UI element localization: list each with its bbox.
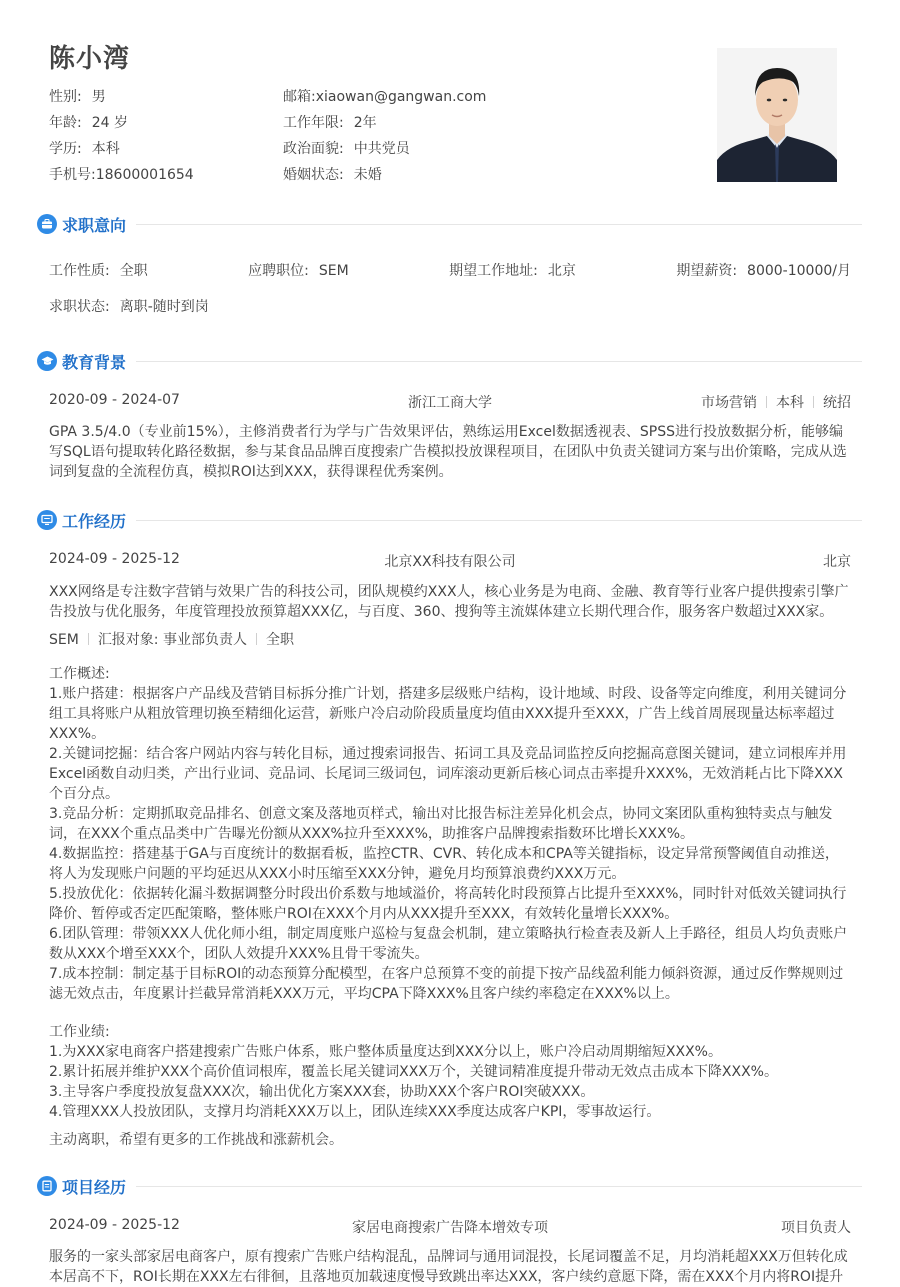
project-description: 服务的一家头部家居电商客户，原有搜索广告账户结构混乱，品牌词与通用词混投，长尾词覆盖不足，月均消耗超XXX万但转化成本居高不下，ROI长期在XXX左右徘徊，且落地页加载速度慢导致跳出率达XXX，客户续约意愿下降，需在XXX个月内将ROI提升 [49, 1249, 848, 1285]
work-achievement-title: 工作业绩: [49, 1024, 110, 1040]
project-name: 家居电商搜索广告降本增效专项 [352, 1220, 548, 1236]
monitor-icon [37, 510, 57, 530]
education-enrollment: 统招 [823, 395, 851, 411]
work-achievement-item: 1.为XXX家电商客户搭建搜索广告账户体系，账户整体质量度达到XXX分以上，账户冷启动周期缩短XXX%。 [49, 1044, 722, 1060]
intent-item-salary [676, 260, 851, 280]
work-tags [49, 629, 294, 649]
section-divider [136, 520, 862, 521]
info-value: 2年 [353, 115, 377, 131]
intent-label: 期望薪资: [676, 263, 738, 279]
work-date: 2024-09 - 2025-12 [49, 551, 180, 567]
education-school: 浙江工商大学 [408, 395, 492, 411]
work-overview-item: 6.团队管理：带领XXX人优化师小组，制定周度账户巡检与复盘会机制，建立策略执行检查表及新人上手路径，组员人均负责账户数从XXX个增至XXX个，团队人效提升XXX%且骨干零流失。 [49, 926, 848, 962]
education-description: GPA 3.5/4.0（专业前15%），主修消费者行为学与广告效果评估，熟练运用Excel数据透视表、SPSS进行投放数据分析，能够编写SQL语句提取转化路径数据，参与某食品品牌百度搜索广告模拟投放课程项目，在团队中负责关键词方案与出价策略，完成从选词到复盘的全流程仿真，模拟ROI达到XXX，获得课程优秀案例。 [49, 424, 847, 480]
briefcase-icon [37, 214, 57, 234]
info-label: 邮箱: [283, 89, 316, 105]
section-header-intent [37, 212, 862, 236]
work-company: 北京XX科技有限公司 [384, 554, 516, 570]
work-overview [49, 664, 851, 1004]
intent-item-position [248, 260, 349, 280]
intent-item-type [49, 260, 148, 280]
info-marital [283, 164, 382, 184]
tag-separator [256, 633, 257, 645]
graduation-cap-icon [37, 351, 57, 371]
work-overview-title: 工作概述: [49, 666, 110, 682]
info-label: 工作年限: [283, 115, 344, 131]
intent-value: SEM [318, 263, 349, 279]
section-divider [136, 1186, 862, 1187]
tag-separator [813, 396, 814, 408]
info-label: 手机号: [49, 167, 96, 183]
work-overview-item: 7.成本控制：制定基于目标ROI的动态预算分配模型，在客户总预算不变的前提下按产品线盈利能力倾斜资源，通过反作弊规则过滤无效点击，年度累计拦截异常消耗XXX万元，平均CPA下降XXX%且客户续约率稳定在XXX%以上。 [49, 966, 844, 1002]
intent-item-status [49, 296, 209, 316]
info-label: 性别: [49, 89, 82, 105]
project-date: 2024-09 - 2025-12 [49, 1217, 180, 1233]
info-age [49, 112, 128, 132]
section-title: 项目经历 [62, 1177, 127, 1197]
project-role: 项目负责人 [781, 1220, 851, 1236]
document-icon [37, 1176, 57, 1196]
info-political [283, 138, 410, 158]
work-achievements [49, 1022, 851, 1122]
intent-label: 求职状态: [49, 299, 110, 315]
work-position: SEM [49, 632, 79, 648]
tag-separator [766, 396, 767, 408]
section-divider [136, 224, 862, 225]
candidate-name: 陈小湾 [49, 44, 131, 74]
intent-label: 应聘职位: [248, 263, 309, 279]
intent-label: 期望工作地址: [449, 263, 538, 279]
work-report-to: 汇报对象: 事业部负责人 [97, 632, 247, 648]
portrait-illustration [717, 48, 837, 182]
work-overview-item: 3.竞品分析：定期抓取竞品排名、创意文案及落地页样式，输出对比报告标注差异化机会点，协同文案团队重构独特卖点与触发词，在XXX个重点品类中广告曝光份额从XXX%拉升至XXX%，助推客户品牌搜索指数环比增长XXX%。 [49, 806, 833, 842]
info-label: 婚姻状态: [283, 167, 344, 183]
education-tags [701, 392, 851, 412]
info-value: xiaowan@gangwan.com [315, 89, 487, 105]
work-city: 北京 [823, 554, 851, 570]
section-title: 工作经历 [62, 511, 127, 531]
work-leave-reason: 主动离职，希望有更多的工作挑战和涨薪机会。 [49, 1132, 343, 1148]
section-header-education [37, 349, 862, 373]
section-title: 求职意向 [62, 215, 127, 235]
intent-value: 北京 [547, 263, 576, 279]
tag-separator [88, 633, 89, 645]
work-achievement-item: 3.主导客户季度投放复盘XXX次，输出优化方案XXX套，协助XXX个客户ROI突破XXX。 [49, 1084, 595, 1100]
work-overview-item: 4.数据监控：搭建基于GA与百度统计的数据看板，监控CTR、CVR、转化成本和CPA等关键指标，设定异常预警阈值自动推送，将人为发现账户问题的平均延迟从XXX小时压缩至XXX分钟，避免月均预算浪费约XXX万元。 [49, 846, 839, 882]
intent-item-location [449, 260, 576, 280]
intent-row [49, 260, 851, 280]
work-overview-item: 1.账户搭建：根据客户产品线及营销目标拆分推广计划，搭建多层级账户结构，设计地域、时段、设备等定向维度，利用关键词分组工具将账户从粗放管理切换至精细化运营，新账户冷启动阶段质量度均值由XXX提升至XXX，广告上线首周展现量达标率超过XXX%。 [49, 686, 847, 742]
info-value: 18600001654 [95, 167, 194, 183]
info-value: 本科 [91, 141, 120, 157]
info-value: 中共党员 [353, 141, 410, 157]
section-header-work [37, 508, 862, 532]
section-divider [136, 361, 862, 362]
info-value: 未婚 [353, 167, 382, 183]
intent-value: 8000-10000/月 [747, 263, 851, 279]
work-achievement-item: 2.累计拓展并维护XXX个高价值词根库，覆盖长尾关键词XXX万个，关键词精准度提升带动无效点击成本下降XXX%。 [49, 1064, 778, 1080]
work-overview-item: 2.关键词挖掘：结合客户网站内容与转化目标，通过搜索词报告、拓词工具及竞品词监控反向挖掘高意图关键词，建立词根库并用Excel函数自动归类，产出行业词、竞品词、长尾词三级词包，词库滚动更新后核心词点击率提升XXX%，无效消耗占比下降XXX个百分点。 [49, 746, 847, 802]
work-achievement-item: 4.管理XXX人投放团队，支撑月均消耗XXX万以上，团队连续XXX季度达成客户KPI，零事故运行。 [49, 1104, 661, 1120]
intent-value: 离职-随时到岗 [119, 299, 209, 315]
intent-label: 工作性质: [49, 263, 110, 279]
info-degree [49, 138, 120, 158]
info-gender [49, 86, 106, 106]
info-email [283, 86, 486, 106]
education-degree: 本科 [776, 395, 804, 411]
section-header-project [37, 1174, 862, 1198]
education-major: 市场营销 [701, 395, 757, 411]
education-date: 2020-09 - 2024-07 [49, 392, 180, 408]
work-employment-type: 全职 [265, 632, 294, 648]
intent-value: 全职 [119, 263, 148, 279]
info-value: 男 [91, 89, 106, 105]
info-label: 政治面貌: [283, 141, 344, 157]
info-label: 年龄: [49, 115, 82, 131]
info-value: 24 岁 [91, 115, 128, 131]
info-phone [49, 164, 194, 184]
work-overview-item: 5.投放优化：依据转化漏斗数据调整分时段出价系数与地域溢价，将高转化时段预算占比提升至XXX%，同时针对低效关键词执行降价、暂停或否定匹配策略，整体账户ROI在XXX个月内从XXX提升至XXX，有效转化量增长XXX%。 [49, 886, 847, 922]
work-company-intro: XXX网络是专注数字营销与效果广告的科技公司，团队规模约XXX人，核心业务是为电商、金融、教育等行业客户提供搜索引擎广告投放与优化服务，年度管理投放预算超XXX亿，与百度、360、搜狗等主流媒体建立长期代理合作，服务客户数超过XXX家。 [49, 584, 849, 620]
section-title: 教育背景 [62, 352, 127, 372]
info-work-years [283, 112, 377, 132]
portrait-photo [717, 48, 837, 182]
info-label: 学历: [49, 141, 82, 157]
